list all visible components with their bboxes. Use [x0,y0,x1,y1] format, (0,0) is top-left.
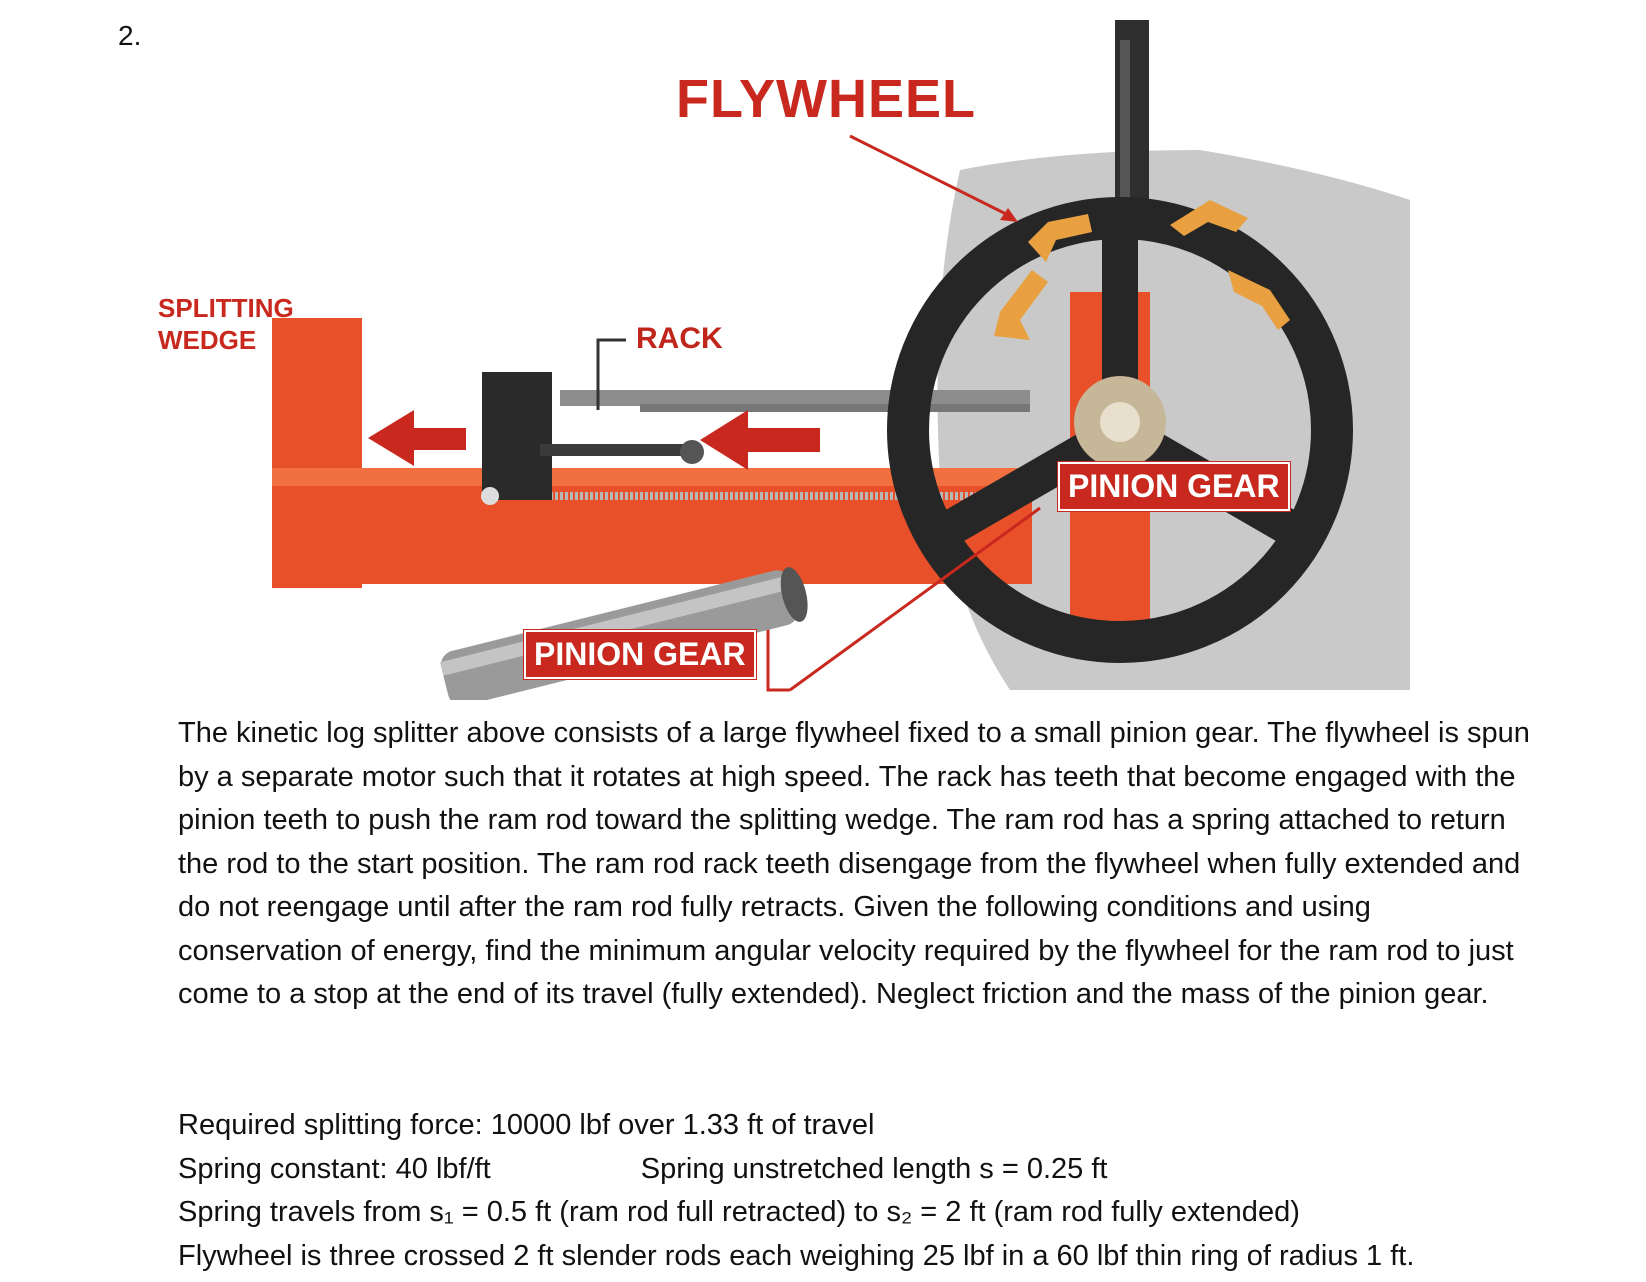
pinion-gear-label-upper: PINION GEAR [1058,462,1290,511]
splitting-wedge-label-line1: SPLITTING [158,293,294,323]
condition-spring-row [178,1148,1578,1192]
problem-statement [178,712,1538,1017]
ram-head [482,372,552,500]
problem-paragraph: The kinetic log splitter above consists of a large flywheel fixed to a small pinion gear. The flywheel is spun by a separate motor such that it rotates at high speed. The rack has teeth that become engaged with the pinion teeth to push the ram rod toward the splitting wedge. The ram rod has a spring attached to return the rod to the start position. The ram rod rack teeth disengage from the flywheel when fully extended and do not reengage until after the ram rod fully retracts. Given the following conditions and using conservation of energy, find the minimum angular velocity required by the flywheel for the ram rod to just come to a stop at the end of its travel (fully extended). Neglect friction and the mass of the pinion gear. [178,717,1530,1010]
condition-spring-constant: Spring constant: 40 lbf/ft [178,1152,491,1185]
rack-bar [560,390,1030,406]
rack-label: RACK [636,322,723,355]
splitting-wedge-label-line2: WEDGE [158,325,257,355]
direction-arrow-left [368,410,466,466]
condition-flywheel: Flywheel is three crossed 2 ft slender rods each weighing 25 lbf in a 60 lbf thin ring of radius 1 ft. [178,1239,1415,1272]
question-number: 2. [118,20,142,51]
condition-splitting-force: Required splitting force: 10000 lbf over 1.33 ft of travel [178,1109,875,1141]
pinion-gear-label-lower: PINION GEAR [524,630,756,679]
direction-arrow-right [700,410,820,470]
flywheel-label: FLYWHEEL [676,69,977,129]
condition-spring-travel: Spring travels from s₁ = 0.5 ft (ram rod full retracted) to s₂ = 2 ft (ram rod fully extended) [178,1196,1300,1228]
splitting-wedge-label [158,292,294,356]
condition-spring-unstretched: Spring unstretched length s = 0.25 ft [640,1152,1108,1185]
given-conditions [178,1104,1578,1278]
